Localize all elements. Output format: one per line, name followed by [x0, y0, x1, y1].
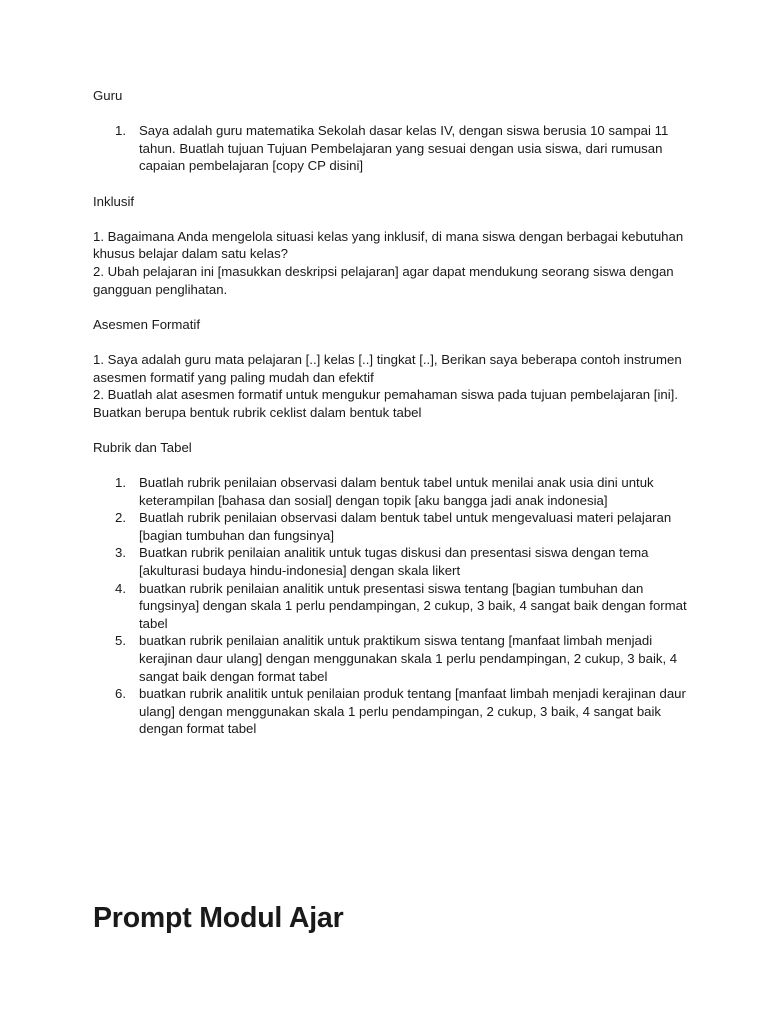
list-item-number: 4.	[115, 580, 126, 596]
list-item-text: buatkan rubrik penilaian analitik untuk presentasi siswa tentang [bagian tumbuhan dan fungsinya] dengan skala 1 perlu pendampingan, 2 cukup, 3 baik, 4 sangat baik dengan format tabel	[139, 580, 687, 631]
section-heading-inklusif: Inklusif	[93, 193, 135, 209]
list-item	[93, 122, 693, 175]
list-item	[93, 685, 693, 738]
list-item-text: buatkan rubrik penilaian analitik untuk praktikum siswa tentang [manfaat limbah menjadi kerajinan daur ulang] dengan menggunakan skala 1 perlu pendampingan, 2 cukup, 3 baik, 4 sangat baik dengan format tabel	[139, 633, 678, 684]
asesmen-paragraph: 2. Buatlah alat asesmen formatif untuk mengukur pemahaman siswa pada tujuan pembelajaran [ini]. Buatkan berupa bentuk rubrik ceklist dalam bentuk tabel	[93, 387, 678, 420]
list-item-number: 5.	[115, 633, 126, 649]
list-item-number: 1.	[115, 123, 126, 139]
list-item	[93, 632, 693, 685]
list-item-text: Buatlah rubrik penilaian observasi dalam bentuk tabel untuk mengevaluasi materi pelajaran [bagian tumbuhan dan fungsinya]	[139, 510, 672, 543]
list-item-text: Saya adalah guru matematika Sekolah dasar kelas IV, dengan siswa berusia 10 sampai 11 tahun. Buatlah tujuan Tujuan Pembelajaran yang sesuai dengan usia siswa, dari rumusan capaian pembelajaran [copy CP disini]	[139, 123, 669, 174]
list-item-number: 2.	[115, 510, 126, 526]
asesmen-paragraph: 1. Saya adalah guru mata pelajaran [..] kelas [..] tingkat [..], Berikan saya beberapa contoh instrumen asesmen formatif yang paling mudah dan efektif	[93, 351, 682, 385]
list-item-text: Buatkan rubrik penilaian analitik untuk tugas diskusi dan presentasi siswa dengan tema [akulturasi budaya hindu-indonesia] dengan skala likert	[139, 545, 649, 579]
list-item	[93, 474, 693, 509]
section-heading-rubrik-dan-tabel: Rubrik dan Tabel	[93, 439, 192, 455]
inklusif-paragraph: 1. Bagaimana Anda mengelola situasi kelas yang inklusif, di mana siswa dengan berbagai kebutuhan khusus belajar dalam satu kelas?	[93, 228, 684, 262]
list-item-text: buatkan rubrik analitik untuk penilaian produk tentang [manfaat limbah menjadi kerajinan daur ulang] dengan menggunakan skala 1 perlu pendampingan, 2 cukup, 3 baik, 4 sangat baik dengan format tabel	[139, 686, 686, 737]
document-body	[93, 87, 693, 738]
rubrik-list	[93, 474, 693, 738]
inklusif-paragraph: 2. Ubah pelajaran ini [masukkan deskripsi pelajaran] agar dapat mendukung seorang siswa dengan gangguan penglihatan.	[93, 263, 674, 297]
list-item-number: 1.	[115, 475, 126, 491]
page-title: Prompt Modul Ajar	[93, 902, 344, 934]
guru-list	[93, 122, 693, 175]
section-heading-asesmen-formatif: Asesmen Formatif	[93, 316, 200, 332]
list-item	[93, 509, 693, 544]
list-item	[93, 544, 693, 579]
list-item-number: 6.	[115, 686, 126, 702]
list-item-number: 3.	[115, 545, 126, 561]
section-heading-guru: Guru	[93, 88, 123, 103]
list-item	[93, 580, 693, 633]
list-item-text: Buatlah rubrik penilaian observasi dalam bentuk tabel untuk menilai anak usia dini untuk keterampilan [bahasa dan sosial] dengan topik [aku bangga jadi anak indonesia]	[139, 475, 654, 508]
